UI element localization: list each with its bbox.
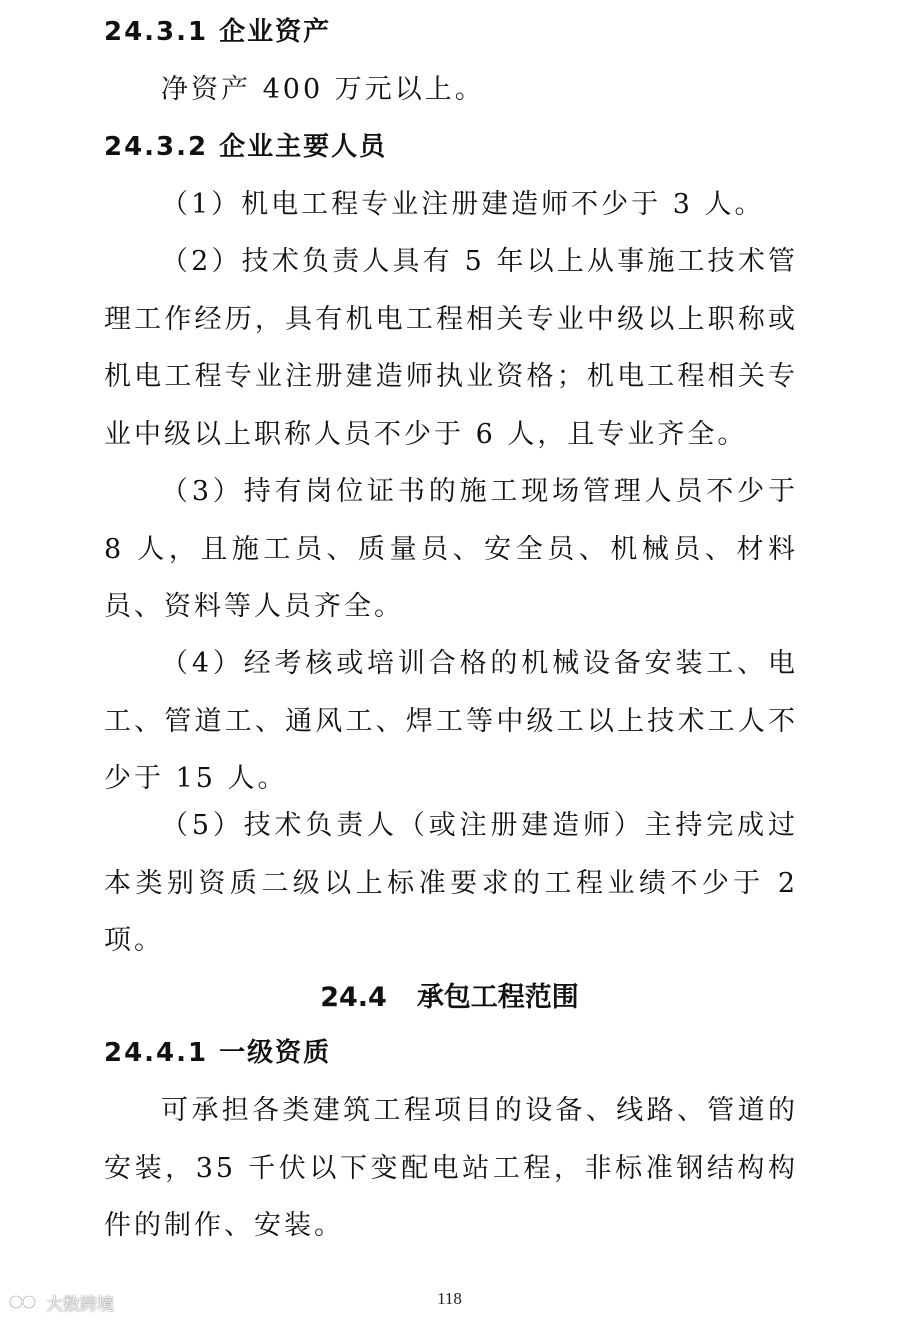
- heading-24-4-1: 24.4.1 一级资质: [104, 1038, 332, 1068]
- watermark: [8, 1290, 114, 1314]
- list-item-4: （4）经考核或培训合格的机械设备安装工、电工、管道工、通风工、焊工等中级工以上技术工人不少于 15 人。: [104, 648, 798, 794]
- heading-24-3-1: 24.3.1 企业资产: [104, 17, 332, 47]
- logo-icon: [8, 1292, 42, 1312]
- paragraph-net-assets: 净资产 400 万元以上。: [161, 74, 485, 105]
- list-item-2: （2）技术负责人具有 5 年以上从事施工技术管理工作经历，具有机电工程相关专业中级以上职称或机电工程专业注册建造师执业资格；机电工程相关专业中级以上职称人员不少于 6 人，且专业齐全。: [104, 246, 798, 450]
- paragraph-scope: 可承担各类建筑工程项目的设备、线路、管道的安装，35 千伏以下变配电站工程，非标准钢结构构件的制作、安装。: [104, 1095, 798, 1241]
- heading-24-4-title: 承包工程范围: [416, 982, 579, 1013]
- heading-24-4-number: 24.4: [320, 982, 387, 1013]
- page-number: 118: [437, 1289, 462, 1308]
- list-item-3: （3）持有岗位证书的施工现场管理人员不少于 8 人，且施工员、质量员、安全员、机械员、材料员、资料等人员齐全。: [104, 476, 798, 622]
- list-item-5: （5）技术负责人（或注册建造师）主持完成过本类别资质二级以上标准要求的工程业绩不少于 2 项。: [104, 810, 798, 956]
- heading-24-4: [0, 981, 899, 1015]
- watermark-text: 大数跨境: [46, 1294, 114, 1315]
- list-item-1: （1）机电工程专业注册建造师不少于 3 人。: [161, 189, 765, 220]
- heading-24-3-2: 24.3.2 企业主要人员: [104, 132, 388, 162]
